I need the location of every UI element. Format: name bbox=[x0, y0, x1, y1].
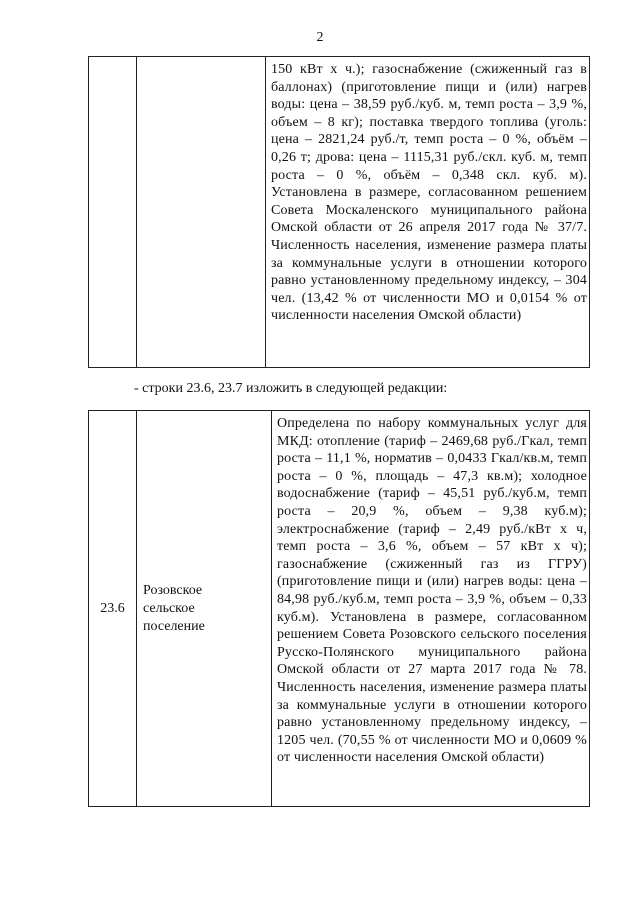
settlement-name-line: Розовское bbox=[143, 582, 203, 598]
intro-line: - строки 23.6, 23.7 изложить в следующей редакции: bbox=[134, 381, 448, 396]
page-number: 2 bbox=[316, 30, 324, 45]
row-23-6-table bbox=[88, 410, 590, 807]
settlement-name-line: сельское bbox=[143, 600, 195, 616]
description-cell bbox=[272, 411, 590, 807]
settlement-name bbox=[137, 411, 272, 807]
description-text: 150 кВт х ч.); газоснабжение (сжиженный газ в баллонах) (приготовление пищи и (или) нагрев воды: цена – 38,59 руб./куб. м, темп роста – 3,9 %, объем – 8 кг); поставка твердого топлива (уголь: цена – 2821,24 руб./т, темп роста – 0 %, объём – 0,26 т; дрова: цена – 1115,31 руб./скл. куб. м, темп роста – 0 %, объём – 0,348 скл. куб. м). Установлена в размере, согласованном решением Совета Москаленского муниципального района Омской области от 26 апреля 2017 года № 37/7. Численность населения, изменение размера платы за коммунальные услуги в отношении которого равно установленному предельному индексу, – 304 чел. (13,42 % от численности МО и 0,0154 % от численности населения Омской области) bbox=[271, 62, 587, 324]
continued-table bbox=[88, 56, 590, 368]
row-number: 23.6 bbox=[89, 411, 137, 807]
table-row bbox=[89, 411, 590, 807]
table-row bbox=[89, 57, 590, 368]
description-cell bbox=[266, 57, 590, 368]
name-cell bbox=[137, 57, 266, 368]
number-cell bbox=[89, 57, 137, 368]
description-text: Определена по набору коммунальных услуг для МКД: отопление (тариф – 2469,68 руб./Гкал, темп роста – 11,1 %, норматив – 0,0433 Гкал/кв.м, темп роста – 0 %, площадь – 47,3 кв.м); холодное водоснабжение (тариф – 45,51 руб./куб.м, темп роста – 20,9 %, объем – 9,38 куб.м); электроснабжение (тариф – 2,49 руб./кВт х ч, темп роста – 3,6 %, объем – 57 кВт х ч); газоснабжение (сжиженный газ из ГГРУ) (приготовление пищи и (или) нагрев воды: цена – 84,98 руб./куб.м, темп роста – 3,9 %, объем – 0,33 куб.м). Установлена в размере, согласованном решением Совета Розовского сельского поселения Русско-Полянского муниципального района Омской области от 27 марта 2017 года № 78. Численность населения, изменение размера платы за коммунальные услуги в отношении которого равно установленному предельному индексу, – 1205 чел. (70,55 % от численности МО и 0,0609 % от численности населения Омской области) bbox=[277, 416, 587, 766]
settlement-name-line: поселение bbox=[143, 618, 205, 634]
